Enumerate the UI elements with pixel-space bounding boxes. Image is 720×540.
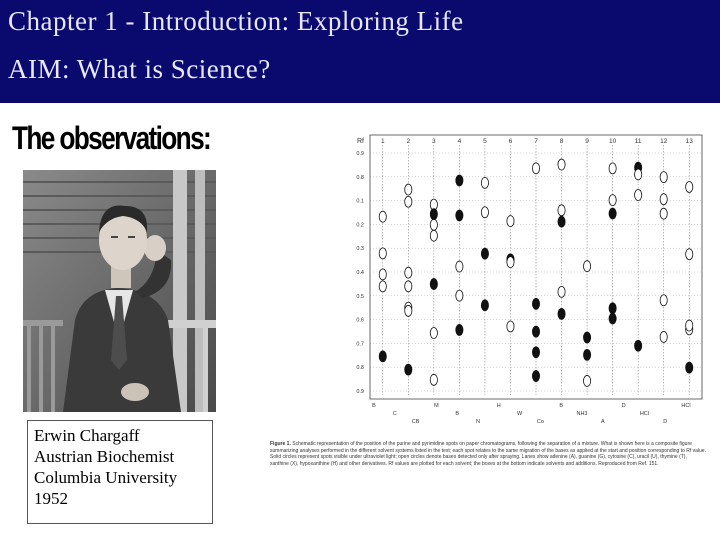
lane-number: 13 [685,138,693,145]
chromatogram-spot [430,219,437,230]
chargaff-photo [23,170,216,412]
rf-tick-label: 0.9 [356,389,364,395]
chromatogram-spot [558,159,565,170]
lane-number: 4 [457,138,462,145]
rf-axis-label: Rf [357,138,364,145]
chromatogram-spot [481,300,488,311]
rf-tick-label: 0.4 [356,270,364,276]
observations-heading: The observations: [12,120,211,156]
caption-institution: Columbia University [34,468,178,487]
chromatogram-spot [405,267,412,278]
chromatogram-spot [686,181,693,192]
chromatogram-spot [481,207,488,218]
chromatogram-spot [379,351,386,362]
lane-number: 12 [660,138,668,145]
chromatogram-spot [583,261,590,272]
solvent-label: CB [411,419,420,425]
chromatogram-spot [405,364,412,375]
solvent-label: Co [536,419,544,425]
chromatogram-spot [405,184,412,195]
chromatogram-spot [456,210,463,221]
rf-tick-label: 0.5 [356,293,364,300]
chromatogram-spot [507,321,514,332]
lane-number: 9 [585,138,589,145]
rf-tick-label: 0.7 [356,341,364,348]
chromatogram-spot [379,269,386,280]
lane-number: 7 [534,138,538,145]
solvent-label: B [559,403,564,409]
chromatogram-spot [558,286,565,297]
solvent-label: NH3 [576,411,588,417]
chromatogram-spot [405,281,412,292]
slide-title: Chapter 1 - Introduction: Exploring Life [8,6,464,36]
chromatogram-spot [481,248,488,259]
chromatogram-spot [430,209,437,220]
lane-number: 11 [634,138,642,145]
chromatogram-spot [456,261,463,272]
chromatogram-spot [635,340,642,351]
chromatogram-spot [609,208,616,219]
chromatogram-spot [583,349,590,360]
chromatogram-spot [660,194,667,205]
chromatogram-spot [686,362,693,373]
chromatogram-spot [532,163,539,174]
rf-tick-label: 0.9 [356,151,364,157]
portrait-illustration [23,170,216,412]
rf-tick-label: 0.8 [356,365,364,372]
lane-number: 8 [559,138,564,145]
solvent-label: D [663,419,668,425]
chromatogram-diagram [262,123,710,441]
chromatogram-spot [558,308,565,319]
slide-subtitle-aim: AIM: What is Science? [8,54,271,84]
solvent-label: A [600,419,605,425]
caption-name: Erwin Chargaff [34,426,140,445]
chromatogram-spot [379,248,386,259]
lane-number: 1 [380,138,385,145]
solvent-label: H [496,403,501,409]
solvent-label: C [392,411,397,417]
chromatogram-spot [635,169,642,180]
chromatogram-spot [660,208,667,219]
chromatogram-spot [405,305,412,316]
chromatogram-spot [609,195,616,206]
rf-tick-label: 0.2 [356,222,364,229]
chromatogram-spot [558,205,565,216]
rf-tick-label: 0.6 [356,317,364,324]
chromatogram-spot [379,281,386,292]
chromatogram-spot [430,328,437,339]
chromatogram-spot [686,320,693,331]
rf-tick-label: 0.8 [356,174,364,181]
solvent-label: B [372,403,376,409]
caption-box [27,420,213,524]
slide-header [0,0,720,103]
caption-year: 1952 [34,489,68,508]
chromatogram-spot [583,332,590,343]
figure-caption-label: Figure 1. [270,441,291,447]
chromatogram-spot [481,177,488,188]
rf-tick-label: 0.1 [356,198,364,205]
chromatogram-spot [660,295,667,306]
chromatogram-spot [379,211,386,222]
chromatogram-spot [609,313,616,324]
solvent-label: W [516,411,523,417]
chromatogram-spot [405,196,412,207]
caption-title: Austrian Biochemist [34,447,175,466]
chromatogram-spot [507,216,514,227]
chromatogram-figure [262,123,710,503]
solvent-label: M [434,403,439,409]
chromatogram-spot [532,298,539,309]
solvent-label: B [455,411,460,417]
lane-number: 2 [406,138,411,145]
lane-number: 3 [432,138,436,145]
lane-number: 10 [608,138,617,145]
solvent-label: D [621,403,626,409]
chromatogram-spot [507,257,514,268]
chromatogram-spot [583,375,590,386]
figure-caption [270,441,706,501]
chromatogram-spot [558,216,565,227]
figure-caption-text: Schematic representation of the position of the purine and pyrimidine spots on paper chromatograms, following the separation of a mixture. What is shown here is a composite figure summarizing analyses performed in the different solvent systems listed in the text; each spot relates to the same migration of the bases as applied at the start and position corresponding to Rf value. Solid circles represent spots visible under ultraviolet light; open circles denote bases detected only after spraying. Lanes show adenine (A), guanine (G), cytosine (C), uracil (U), thymine (T), xanthine (X), hypoxanthine (H) and other derivatives. Rf values are plotted for each solvent; the boxes at the bottom indicate solvents and additions. Reproduced from Ref. 151. [270,441,706,467]
chromatogram-spot [532,371,539,382]
chromatogram-spot [609,163,616,174]
chromatogram-spot [635,190,642,201]
chromatogram-spot [660,331,667,342]
chromatogram-spot [456,175,463,186]
solvent-label: HCl [639,411,649,417]
chromatogram-spot [456,324,463,335]
chromatogram-spot [660,172,667,183]
chromatogram-spot [686,249,693,260]
lane-number: 6 [508,138,513,145]
rf-tick-label: 0.3 [356,246,364,253]
chromatogram-spot [430,230,437,241]
chromatogram-spot [430,374,437,385]
lane-number: 5 [483,138,487,145]
chromatogram-spot [532,347,539,358]
solvent-label: N [476,419,480,425]
solvent-label: HCl [681,403,691,409]
chromatogram-spot [456,290,463,301]
chromatogram-spot [430,279,437,290]
chromatogram-spot [532,326,539,337]
chromatogram-spot [609,303,616,314]
